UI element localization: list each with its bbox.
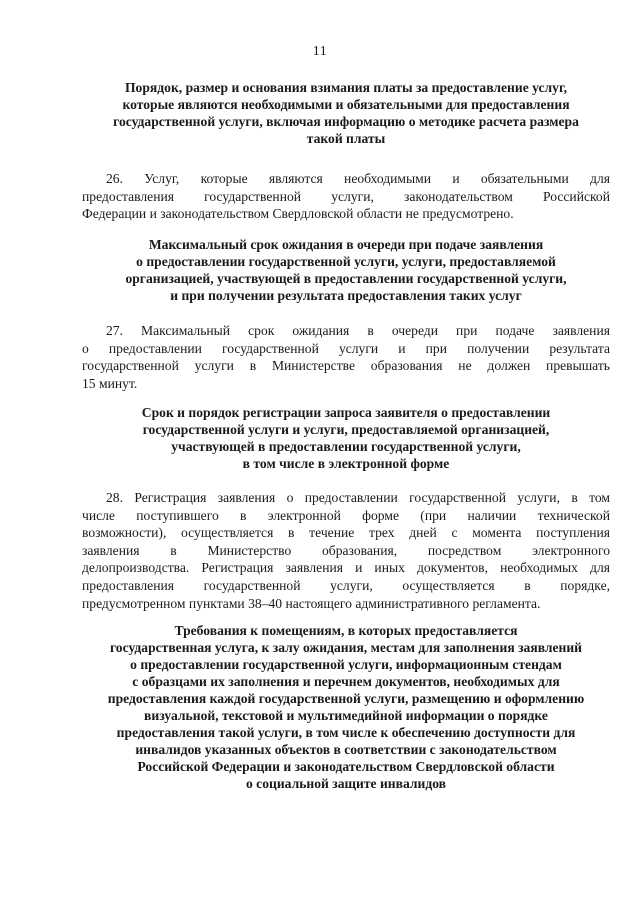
heading-line: такой платы <box>306 131 386 146</box>
paragraph-line: делопроизводства. Регистрация заявления и иных документов, необходимых для <box>82 560 610 576</box>
heading-line: государственная услуга, к залу ожидания, местам для заполнения заявлений <box>109 640 583 655</box>
heading-line: и при получении результата предоставления таких услуг <box>170 288 522 303</box>
heading-line: государственной услуги и услуги, предоставляемой организацией, <box>142 422 550 437</box>
heading-line: о предоставлении государственной услуги, информационным стендам <box>130 657 562 672</box>
paragraph-line: 27. Максимальный срок ожидания в очереди при подаче заявления <box>106 323 610 338</box>
section-payment-fees <box>82 79 610 147</box>
heading-line: визуальной, текстовой и мультимедийной информации о порядке <box>144 708 548 723</box>
section-heading <box>82 236 610 304</box>
paragraph-line: 15 минут. <box>82 375 138 391</box>
heading-line: Срок и порядок регистрации запроса заявителя о предоставлении <box>141 405 551 420</box>
section-paragraph <box>82 322 610 392</box>
paragraph-line: предоставления государственной услуги, законодательством Российской <box>82 188 610 204</box>
section-paragraph <box>82 489 610 612</box>
section-waiting-time <box>82 236 610 304</box>
paragraph-28 <box>82 489 610 612</box>
heading-line: государственной услуги, включая информацию о методике расчета размера <box>113 114 579 129</box>
page-number: 11 <box>312 44 328 59</box>
heading-line: участвующей в предоставлении государственной услуги, <box>171 439 521 454</box>
heading-line: Порядок, размер и основания взимания платы за предоставление услуг, <box>124 80 568 95</box>
paragraph-line: числе поступившего в электронной форме (при наличии технической <box>82 507 610 523</box>
paragraph-line: о предоставлении государственной услуги и при получении результата <box>82 340 610 356</box>
paragraph-line: 26. Услуг, которые являются необходимыми и обязательными для <box>106 171 610 186</box>
heading-line: которые являются необходимыми и обязательными для предоставления <box>122 97 570 112</box>
heading-line: о предоставлении государственной услуги, услуги, предоставляемой <box>136 254 556 269</box>
heading-line: в том числе в электронной форме <box>242 456 450 471</box>
paragraph-line: предусмотренном пунктами 38–40 настоящего административного регламента. <box>82 595 541 611</box>
section-premises-requirements <box>82 622 610 792</box>
heading-line: Российской Федерации и законодательством Свердловской области <box>137 759 555 774</box>
paragraph-26 <box>82 170 610 223</box>
section-heading <box>82 622 610 792</box>
section-heading <box>82 404 610 472</box>
section-registration <box>82 404 610 472</box>
heading-line: инвалидов указанных объектов в соответствии с законодательством <box>135 742 557 757</box>
section-heading <box>82 79 610 147</box>
paragraph-27 <box>82 322 610 392</box>
paragraph-line: предоставления государственной услуги, осуществляется в порядке, <box>82 577 610 593</box>
heading-line: предоставления каждой государственной услуги, размещению и оформлению <box>107 691 585 706</box>
section-paragraph <box>82 170 610 223</box>
paragraph-line: государственной услуги в Министерстве образования не должен превышать <box>82 358 610 374</box>
heading-line: Максимальный срок ожидания в очереди при подаче заявления <box>148 237 544 252</box>
paragraph-line: возможности), осуществляется в течение трех дней с момента поступления <box>82 525 610 541</box>
heading-line: с образцами их заполнения и перечнем документов, необходимых для <box>132 674 560 689</box>
paragraph-line: 28. Регистрация заявления о предоставлении государственной услуги, в том <box>106 490 610 505</box>
heading-line: предоставления такой услуги, в том числе к обеспечению доступности для <box>116 725 576 740</box>
paragraph-line: Федерации и законодательством Свердловской области не предусмотрено. <box>82 206 514 222</box>
paragraph-line: заявления в Министерство образования, посредством электронного <box>82 542 610 558</box>
heading-line: о социальной защите инвалидов <box>245 776 447 791</box>
heading-line: организацией, участвующей в предоставлении государственной услуги, <box>125 271 567 286</box>
heading-line: Требования к помещениям, в которых предоставляется <box>174 623 518 638</box>
